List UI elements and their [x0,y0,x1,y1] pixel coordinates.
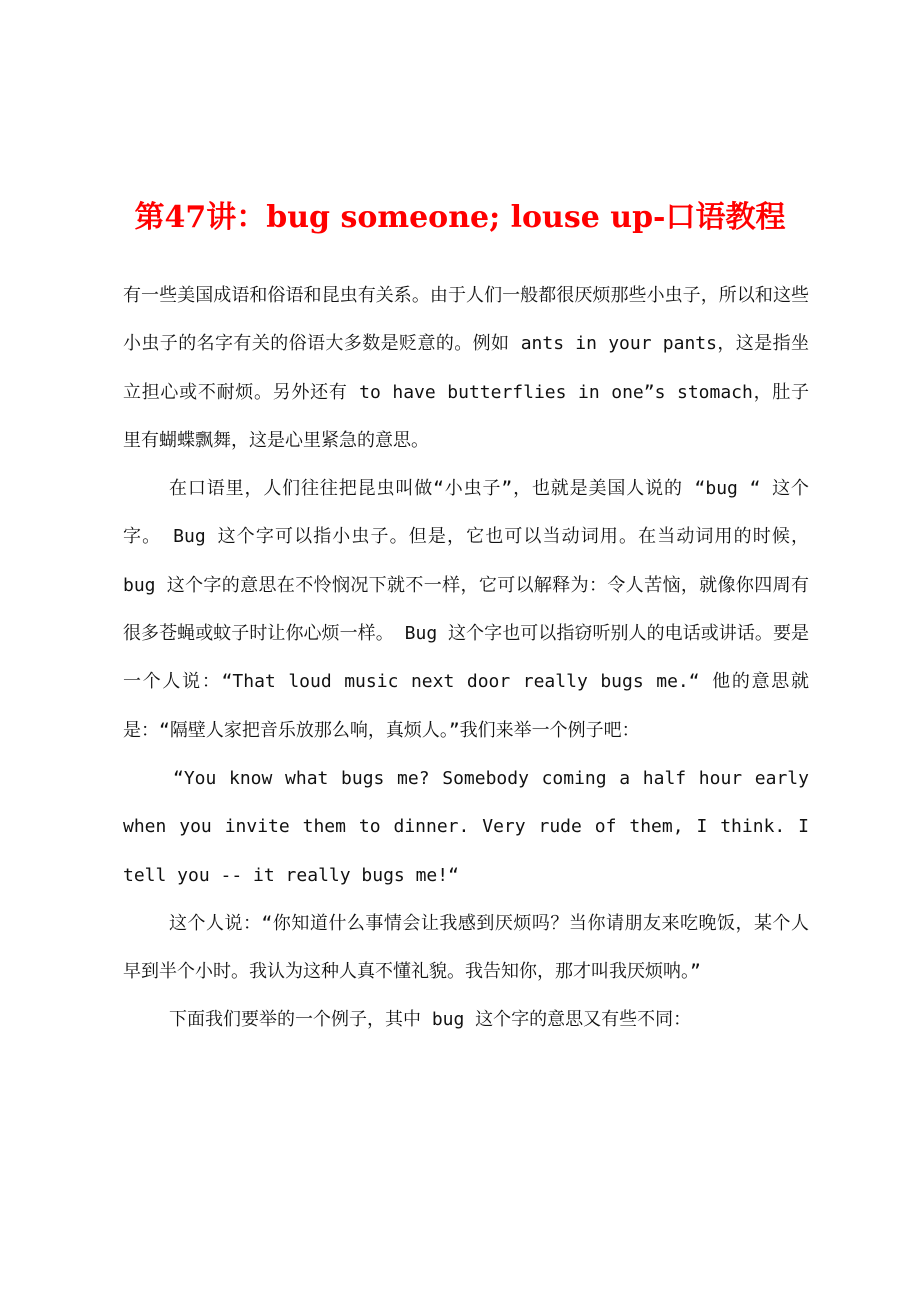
page-title: 第47讲：bug someone; louse up-口语教程 [134,200,786,235]
article-body [123,272,809,1045]
paragraph-intro: 有一些美国成语和俗语和昆虫有关系。由于人们一般都很厌烦那些小虫子，所以和这些小虫子的名字有关的俗语大多数是贬意的。例如 ants in your pants，这是指坐立担心或不耐烦。另外还有 to have butterflies in one”s stomach，肚子里有蝴蝶飘舞，这是心里紧急的意思。 [123,285,809,451]
paragraph-example-translation: 这个人说：“你知道什么事情会让我感到厌烦吗？当你请朋友来吃晚饭，某个人早到半个小时。我认为这种人真不懂礼貌。我告知你，那才叫我厌烦呐。” [123,912,809,983]
paragraph-next-example: 下面我们要举的一个例子，其中 bug 这个字的意思又有些不同： [169,1009,692,1031]
paragraph-bug-meaning: 在口语里，人们往往把昆虫叫做“小虫子”，也就是美国人说的 “bug “ 这个字。 Bug 这个字可以指小虫子。但是，它也可以当动词用。在当动词用的时候， bug 这个字的意思在不怜悯况下就不一样，它可以解释为：令人苦恼，就像你四周有很多苍蝇或蚊子时让你心烦一样。 Bug 这个字也可以指窃听别人的电话或讲话。要是一个人说：“That loud music next door really bugs me.“ 他的意思就是：“隔壁人家把音乐放那么响，真烦人。”我们来举一个例子吧： [123,478,809,741]
paragraph-example-quote: “You know what bugs me? Somebody coming a half hour early when you invite them to dinner. Very rude of them, I think. I tell you -- it really bugs me!“ [123,767,809,886]
